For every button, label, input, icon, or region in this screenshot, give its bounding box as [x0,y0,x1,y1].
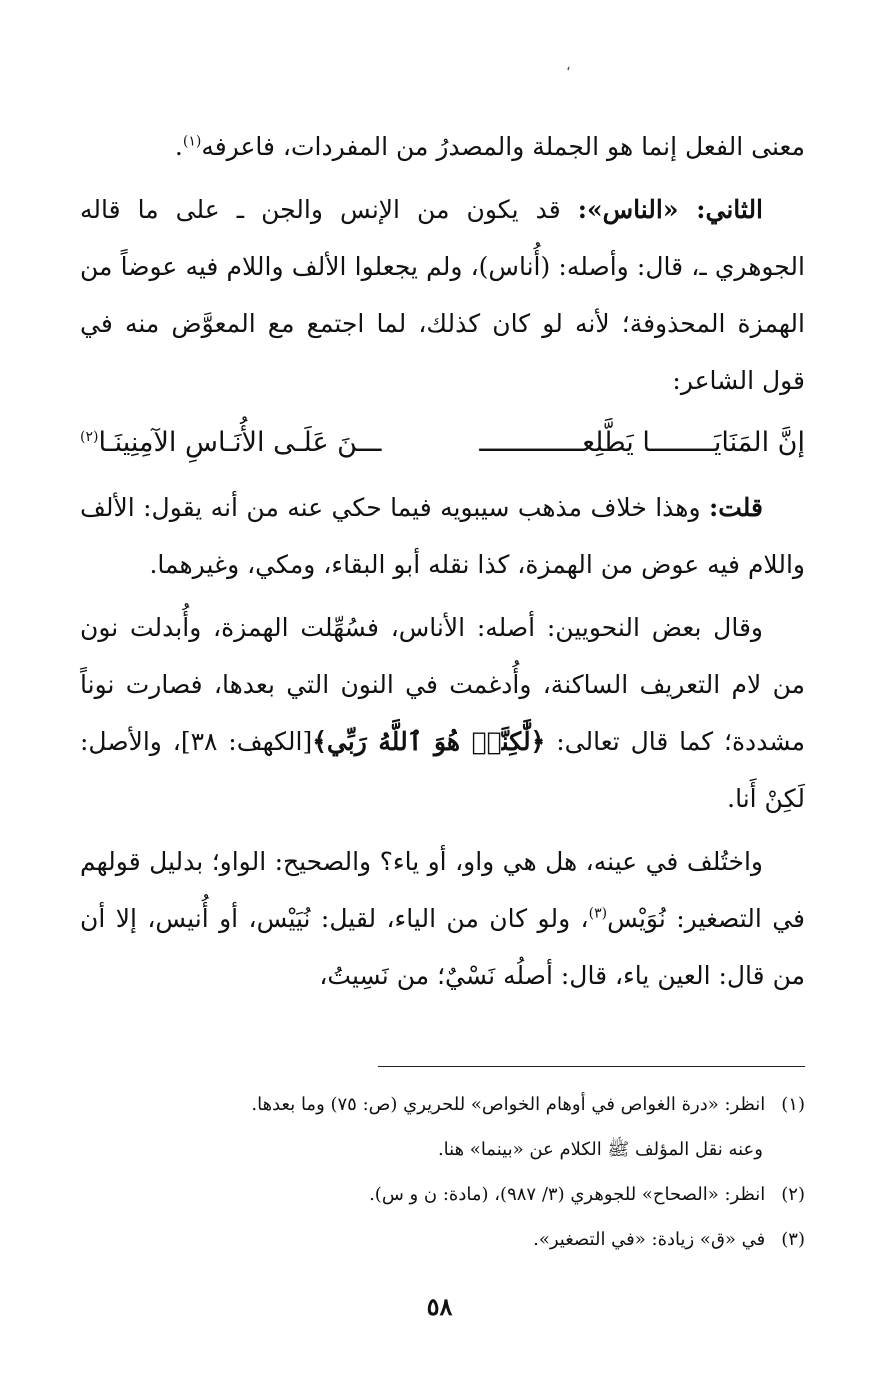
verse-first-hemistich: إنَّ المَنَايَــــــــا يَطَّلِعـــــــــــــ [479,427,805,458]
paragraph-2-lead: الثاني: «الناس»: [577,195,764,224]
footnote-2-text: انظر: «الصحاح» للجوهري (٣/ ٩٨٧)، (مادة: ن و س). [369,1184,766,1205]
footnote-ref-3[interactable]: (٣) [588,905,608,922]
footnote-1-continuation-text: وعنه نقل المؤلف ﷺ الكلام عن «بينما» هنا. [437,1139,763,1160]
paragraph-2-text: قد يكون من الإنس والجن ـ على ما قاله الجوهري ـ، قال: وأصله: (أُناس)، ولم يجعلوا الألف واللام فيه عوضاً من الهمزة المحذوفة؛ لأنه لو كان كذلك، لما اجتمع مع المعوَّض منه في قول الشاعر: [80,195,805,395]
paragraph-5 [80,833,805,1004]
footnote-3-text: في «ق» زيادة: «في التصغير». [533,1229,766,1250]
paragraph-3-lead: قلت: [708,493,763,522]
paragraph-4 [80,599,805,827]
paragraph-5-text-a: واختُلف في عينه، هل هي واو، أو ياء؟ والصحيح: الواو؛ بدليل قولهم في التصغير: نُوَيْس [80,847,805,933]
footnote-ref-1[interactable]: (١) [182,133,202,150]
footnote-1-text: انظر: «درة الغواص في أوهام الخواص» للحريري (ص: ٧٥) وما بعدها. [251,1094,766,1115]
paragraph-1 [80,118,805,175]
paragraph-1-end: . [174,132,183,161]
footnote-1-number: (١) [781,1094,805,1115]
footnote-ref-2[interactable]: (٢) [80,429,99,445]
footnote-3 [80,1217,805,1262]
verse-second-hemistich [80,413,381,473]
main-text [80,118,805,1004]
paragraph-2 [80,181,805,409]
paragraph-1-text: معنى الفعل إنما هو الجملة والمصدرُ من المفردات، فاعرفه [201,132,805,161]
top-mark: ، [566,58,571,74]
paragraph-4-text-a: وقال بعض النحويين: أصله: الأناس، فسُهِّلت الهمزة، وأُبدلت نون من لام التعريف الساكنة، وأُدغمت في النون التي بعدها، فصارت نوناً مشددة؛ كما قال تعالى: [80,613,806,756]
footnote-1 [80,1082,805,1127]
footnotes [80,1082,805,1262]
paragraph-5-text-b: ، ولو كان من الياء، لقيل: نُيَيْس، أو أُنيس، إلا أن من قال: العين ياء، قال: أصلُه نَسْيٌ؛ من نَسِيتُ، [80,904,805,990]
quran-citation: [الكهف: ٣٨]، [172,727,313,756]
quran-verse: ﴿لَّٰكِنَّا۠ هُوَ ٱللَّهُ رَبِّي﴾ [312,727,546,756]
page-number: ٥٨ [426,1292,453,1321]
poetry-verse [80,413,805,473]
footnote-3-number: (٣) [781,1229,805,1250]
paragraph-3-text: وهذا خلاف مذهب سيبويه فيما حكي عنه من أنه يقول: الألف واللام فيه عوض من الهمزة، كذا نقله أبو البقاء، ومكي، وغيرهما. [80,493,805,579]
paragraph-3 [80,479,805,593]
footnote-2-number: (٢) [781,1184,805,1205]
footnote-2 [80,1172,805,1217]
verse-second-text: ـــنَ عَلَـى الأُنَـاسِ الآمِنِينَـا [98,427,382,458]
footnote-1-continuation [80,1127,805,1172]
footnote-separator [378,1066,805,1067]
paragraph-4-text-b: والأصل: لَكِنْ أَنا. [80,727,805,813]
